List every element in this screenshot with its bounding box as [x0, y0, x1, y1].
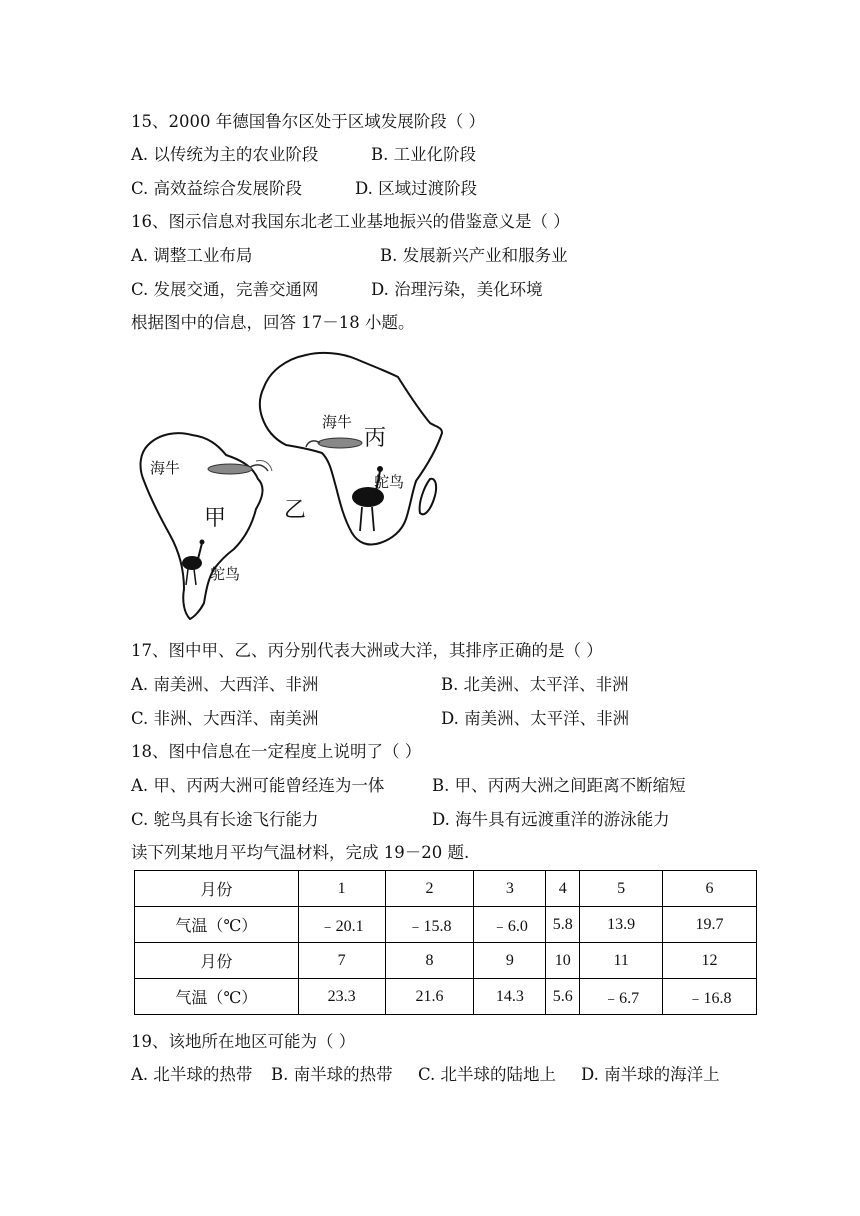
month-header: 月份	[135, 871, 299, 907]
q19-stem: 19、该地所在地区可能为（ ）	[131, 1032, 356, 1051]
temp-cell: 14.3	[474, 979, 546, 1015]
month-cell: 7	[298, 943, 385, 979]
temp-cell: ﹣15.8	[385, 907, 474, 943]
q15-option-d: D. 区域过渡阶段	[355, 179, 478, 198]
q17-stem: 17、图中甲、乙、丙分别代表大洲或大洋，其排序正确的是（ ）	[131, 641, 603, 660]
table-row	[135, 979, 757, 1015]
q15-option-b: B. 工业化阶段	[371, 145, 477, 164]
q18-option-c: C. 鸵鸟具有长途飞行能力	[131, 810, 319, 829]
intro-19-20: 读下列某地月平均气温材料，完成 19－20 题.	[131, 843, 470, 862]
month-cell: 2	[385, 871, 474, 907]
label-jia: 甲	[204, 506, 227, 531]
temp-cell: 5.8	[546, 907, 580, 943]
month-cell: 10	[546, 943, 580, 979]
q17-option-b: B. 北美洲、太平洋、非洲	[441, 675, 629, 694]
madagascar-outline	[420, 479, 436, 514]
temp-cell: 13.9	[580, 907, 663, 943]
temp-cell: 21.6	[385, 979, 474, 1015]
q18-stem: 18、图中信息在一定程度上说明了（ ）	[131, 742, 422, 761]
month-cell: 9	[474, 943, 546, 979]
temp-cell: 5.6	[546, 979, 580, 1015]
q17-option-d: D. 南美洲、太平洋、非洲	[441, 709, 630, 728]
temperature-table	[134, 870, 757, 1015]
temp-cell: ﹣16.8	[663, 979, 757, 1015]
continent-map	[130, 347, 450, 627]
month-cell: 5	[580, 871, 663, 907]
label-bing: 丙	[364, 426, 387, 451]
q16-option-c: C. 发展交通，完善交通网	[131, 280, 319, 299]
month-cell: 3	[474, 871, 546, 907]
q19-option-b: B. 南半球的热带	[271, 1065, 393, 1084]
month-cell: 6	[663, 871, 757, 907]
temp-header: 气温（℃）	[135, 979, 299, 1015]
month-header: 月份	[135, 943, 299, 979]
label-manatee-right: 海牛	[322, 413, 353, 431]
month-cell: 8	[385, 943, 474, 979]
label-manatee-left: 海牛	[150, 459, 181, 477]
intro-17-18: 根据图中的信息，回答 17－18 小题。	[131, 313, 415, 332]
q16-stem: 16、图示信息对我国东北老工业基地振兴的借鉴意义是（ ）	[131, 212, 570, 231]
table-row	[135, 871, 757, 907]
table-row	[135, 907, 757, 943]
month-cell: 11	[580, 943, 663, 979]
temp-cell: ﹣20.1	[298, 907, 385, 943]
label-ostrich-left: 鸵鸟	[210, 565, 241, 583]
q15-stem: 15、2000 年德国鲁尔区处于区域发展阶段（ ）	[131, 112, 485, 131]
q17-option-c: C. 非洲、大西洋、南美洲	[131, 709, 319, 728]
temp-header: 气温（℃）	[135, 907, 299, 943]
q19-option-d: D. 南半球的海洋上	[581, 1065, 720, 1084]
month-cell: 1	[298, 871, 385, 907]
q18-option-d: D. 海牛具有远渡重洋的游泳能力	[432, 810, 670, 829]
temp-cell: ﹣6.7	[580, 979, 663, 1015]
q16-option-d: D. 治理污染，美化环境	[371, 280, 543, 299]
month-cell: 12	[663, 943, 757, 979]
month-cell: 4	[546, 871, 580, 907]
label-ostrich-right: 鸵鸟	[374, 473, 405, 491]
label-yi: 乙	[284, 498, 307, 523]
q18-option-a: A. 甲、丙两大洲可能曾经连为一体	[131, 776, 385, 795]
q16-option-a: A. 调整工业布局	[131, 246, 253, 265]
temp-cell: 23.3	[298, 979, 385, 1015]
q18-option-b: B. 甲、丙两大洲之间距离不断缩短	[432, 776, 686, 795]
q19-option-a: A. 北半球的热带	[131, 1065, 253, 1084]
q17-option-a: A. 南美洲、大西洋、非洲	[131, 675, 319, 694]
temp-cell: ﹣6.0	[474, 907, 546, 943]
q15-option-a: A. 以传统为主的农业阶段	[131, 145, 319, 164]
q19-option-c: C. 北半球的陆地上	[418, 1065, 557, 1084]
q16-option-b: B. 发展新兴产业和服务业	[380, 246, 568, 265]
q15-option-c: C. 高效益综合发展阶段	[131, 179, 303, 198]
table-row	[135, 943, 757, 979]
temp-cell: 19.7	[663, 907, 757, 943]
